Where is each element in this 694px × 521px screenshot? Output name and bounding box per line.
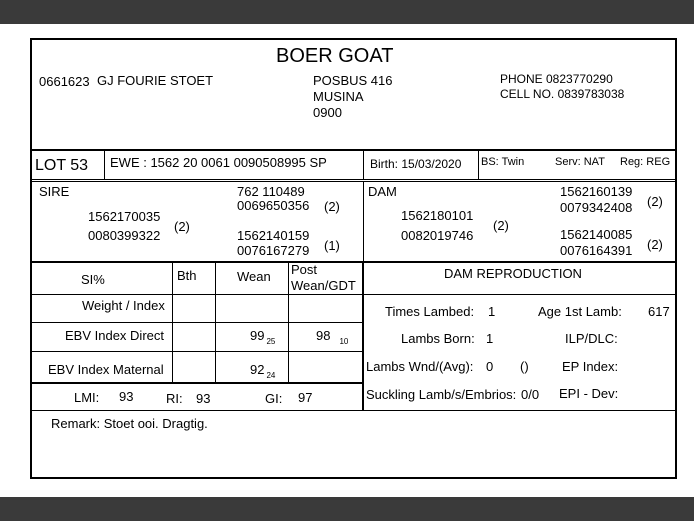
service-type: Serv: NAT: [555, 156, 605, 168]
divider: [32, 294, 362, 295]
lmi-label: LMI:: [74, 390, 100, 405]
sire-bot-count: (1): [324, 238, 340, 253]
remark: Remark: Stoet ooi. Dragtig.: [51, 416, 208, 431]
divider: [288, 263, 289, 383]
post-header: Post: [291, 262, 318, 277]
ewe-id: EWE : 1562 20 0061 0090508995 SP: [110, 155, 327, 170]
divider: [363, 294, 675, 295]
owner-code: 0661623: [39, 74, 90, 89]
divider: [32, 382, 362, 384]
ebv-maternal-wean: [250, 362, 275, 379]
lot-number: LOT 53: [35, 157, 89, 174]
divider: [32, 322, 362, 323]
sire-label: SIRE: [39, 184, 70, 199]
ebv-direct-wean: [250, 328, 275, 345]
address-line-2: MUSINA: [313, 89, 364, 104]
age-first-lamb-label: Age 1st Lamb:: [538, 304, 622, 319]
bth-header: Bth: [177, 268, 197, 283]
ebv-maternal-wean-accuracy: 24: [266, 371, 276, 380]
registration: Reg: REG: [620, 156, 671, 168]
wean-header: Wean: [237, 269, 271, 284]
birth-status: BS: Twin: [481, 156, 525, 168]
top-bar: [0, 0, 694, 24]
card-title: BOER GOAT: [276, 45, 394, 67]
lambs-born-value: 1: [486, 331, 494, 346]
lmi-value: 93: [119, 389, 134, 404]
bottom-bar: [0, 497, 694, 521]
dam-mid-count: (2): [493, 218, 509, 233]
lambs-weaned-label: Lambs Wnd/(Avg):: [366, 359, 474, 374]
sire-bot-id2: 0076167279: [237, 243, 310, 258]
ebv-direct-wean-accuracy: 25: [266, 337, 276, 346]
divider: [104, 151, 105, 179]
dam-top-id1: 1562160139: [560, 184, 633, 199]
divider: [32, 351, 362, 352]
dam-bot-count: (2): [647, 237, 663, 252]
times-lambed-label: Times Lambed:: [385, 304, 475, 319]
gi-label: GI:: [265, 391, 283, 406]
ri-label: RI:: [166, 391, 183, 406]
birth-date: Birth: 15/03/2020: [370, 157, 462, 171]
divider: [362, 263, 364, 410]
ebv-direct-wean-value: 99: [250, 328, 265, 343]
suckling-label: Suckling Lamb/s/Embrios:: [366, 387, 517, 402]
divider: [363, 181, 364, 261]
dam-mid-id1: 1562180101: [401, 208, 474, 223]
sire-mid-id2: 0080399322: [88, 228, 161, 243]
age-first-lamb-value: 617: [648, 304, 670, 319]
cell-number: CELL NO. 0839783038: [500, 87, 625, 101]
lambs-born-label: Lambs Born:: [401, 331, 475, 346]
times-lambed-value: 1: [488, 304, 496, 319]
divider: [172, 263, 173, 383]
ep-index-label: EP Index:: [562, 359, 619, 374]
dam-bot-id1: 1562140085: [560, 227, 633, 242]
si-header: SI%: [81, 272, 105, 287]
divider: [32, 181, 675, 182]
divider: [363, 151, 364, 179]
ebv-direct-post: [316, 328, 348, 345]
gi-value: 97: [298, 390, 313, 405]
address-line-1: POSBUS 416: [313, 73, 393, 88]
weight-index-label: Weight / Index: [82, 298, 165, 313]
suckling-value: 0/0: [521, 387, 540, 402]
ebv-direct-post-value: 98: [316, 328, 331, 343]
sire-top-id1: 762 110489: [237, 184, 305, 199]
sire-mid-count: (2): [174, 219, 190, 234]
post-header-2: Wean/GDT: [291, 278, 356, 293]
goat-record-card: [30, 38, 677, 479]
lambs-weaned-avg: (): [520, 359, 529, 374]
phone-number: PHONE 0823770290: [500, 72, 613, 86]
dam-top-id2: 0079342408: [560, 200, 633, 215]
divider: [478, 151, 479, 179]
divider: [32, 179, 675, 180]
ebv-maternal-wean-value: 92: [250, 362, 265, 377]
epi-dev-label: EPI - Dev:: [559, 386, 619, 401]
divider: [32, 261, 675, 263]
address-line-3: 0900: [313, 105, 342, 120]
dam-repro-title: DAM REPRODUCTION: [444, 266, 582, 281]
dam-mid-id2: 0082019746: [401, 228, 474, 243]
lambs-weaned-value: 0: [486, 359, 494, 374]
sire-bot-id1: 1562140159: [237, 228, 310, 243]
dam-top-count: (2): [647, 194, 663, 209]
ebv-direct-post-accuracy: 10: [339, 337, 349, 346]
dam-label: DAM: [368, 184, 397, 199]
sire-top-id2: 0069650356: [237, 198, 310, 213]
ilp-dlc-label: ILP/DLC:: [565, 331, 618, 346]
divider: [215, 263, 216, 383]
sire-top-count: (2): [324, 199, 340, 214]
divider: [32, 410, 675, 411]
sire-mid-id1: 1562170035: [88, 209, 161, 224]
dam-bot-id2: 0076164391: [560, 243, 633, 258]
ebv-direct-label: EBV Index Direct: [65, 328, 164, 343]
ebv-maternal-label: EBV Index Maternal: [48, 362, 164, 377]
divider: [32, 149, 675, 151]
owner-name: GJ FOURIE STOET: [97, 73, 214, 88]
ri-value: 93: [196, 391, 211, 406]
